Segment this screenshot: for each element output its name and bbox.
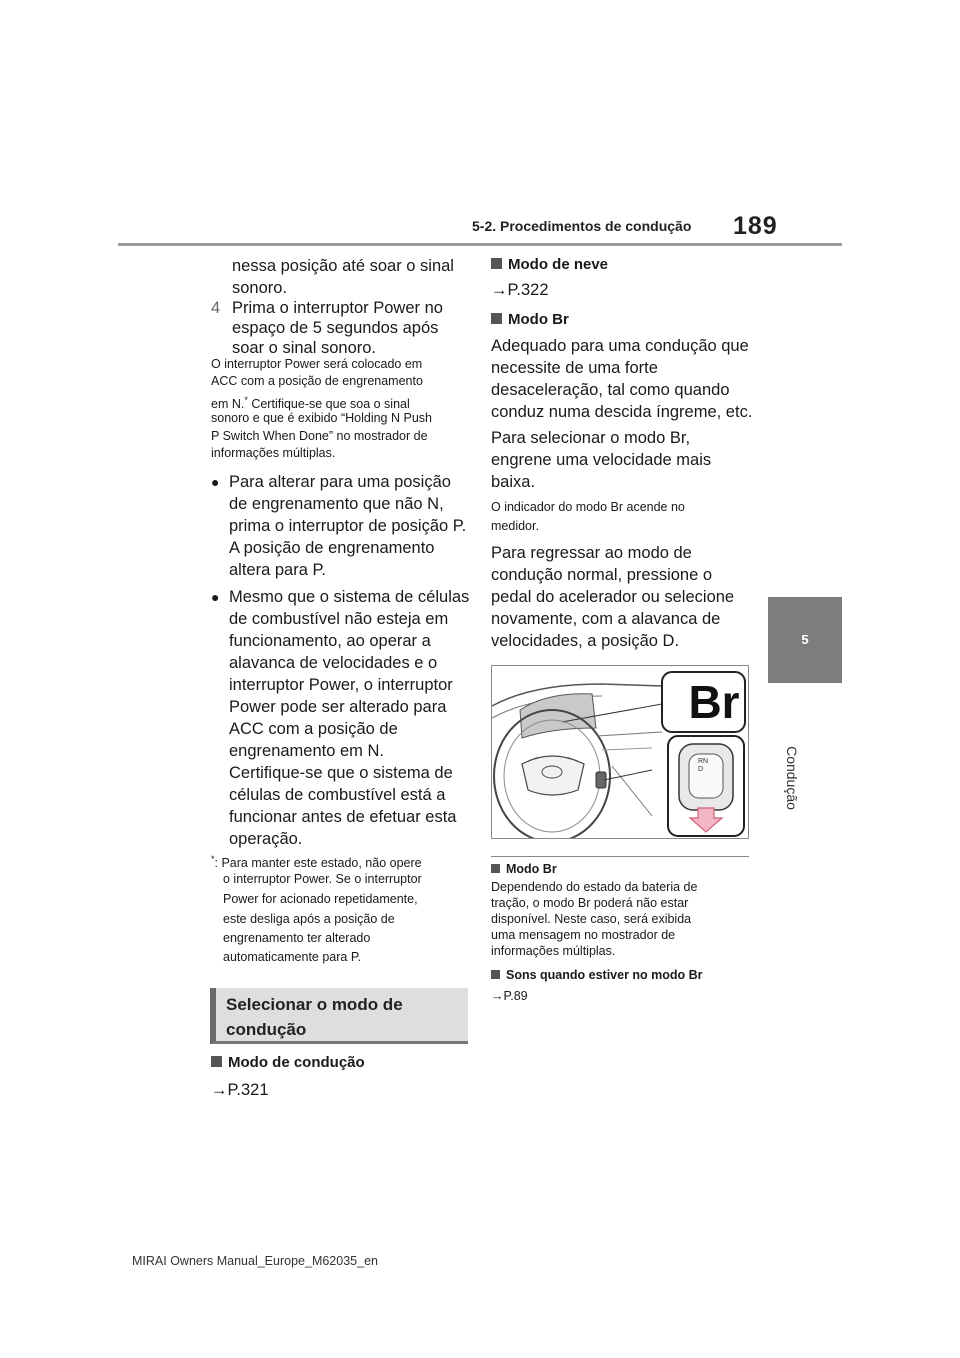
note-text: uma mensagem no mostrador de [491, 928, 676, 942]
note-text: Dependendo do estado da bateria de [491, 880, 698, 894]
arrow-icon: → [211, 1081, 228, 1099]
body-text: desaceleração, tal como quando [491, 381, 730, 399]
bullet-dot-icon: ● [211, 589, 220, 605]
note-text: O indicador do modo Br acende no [491, 500, 685, 514]
bullet-text: Mesmo que o sistema de células [229, 588, 470, 606]
note-text: informações múltiplas. [491, 944, 616, 958]
footer-text: MIRAI Owners Manual_Europe_M62035_en [132, 1254, 378, 1268]
footnote-text: Power for acionado repetidamente, [223, 892, 418, 906]
bullet-text: prima o interruptor de posição P. [229, 517, 467, 535]
subheading-modo-neve: Modo de neve [491, 256, 608, 273]
continued-line: nessa posição até soar o sinal [232, 257, 454, 275]
subheading-modo-conducao: Modo de condução [211, 1054, 365, 1071]
continued-line: sonoro. [232, 279, 288, 297]
gear-letters: RND [698, 758, 709, 773]
bullet-text: Certifique-se que o sistema de [229, 764, 453, 782]
step-number: 4 [211, 299, 221, 317]
note-text: medidor. [491, 519, 539, 533]
bullet-text: de combustível não esteja em [229, 610, 449, 628]
bullet-text: funcionar antes de efetuar esta [229, 808, 457, 826]
figure-divider [491, 856, 749, 857]
note-heading-sons: Sons quando estiver no modo Br [491, 968, 703, 982]
bullet-text: altera para P. [229, 561, 326, 579]
bullet-text: A posição de engrenamento [229, 539, 435, 557]
footnote-text: este desliga após a posição de [223, 912, 395, 926]
bullet-text: células de combustível está a [229, 786, 446, 804]
note-text: O interruptor Power será colocado em [211, 357, 423, 371]
footnote-text: automaticamente para P. [223, 950, 362, 964]
note-text: ACC com a posição de engrenamento [211, 374, 423, 388]
bullet-text: Para alterar para uma posição [229, 473, 451, 491]
page-reference[interactable]: →P.89 [491, 989, 528, 1003]
square-bullet-icon [491, 970, 500, 979]
bullet-text: de engrenamento que não N, [229, 495, 444, 513]
body-text: conduz numa descida íngreme, etc. [491, 403, 753, 421]
step-text: soar o sinal sonoro. [232, 339, 376, 357]
select-mode-heading: Selecionar o modo de condução [210, 988, 468, 1044]
body-text: Para regressar ao modo de [491, 544, 692, 562]
note-text: disponível. Neste caso, será exibida [491, 912, 692, 926]
body-text: condução normal, pressione o [491, 566, 713, 584]
square-bullet-icon [491, 258, 502, 269]
bullet-text: ACC com a posição de [229, 720, 398, 738]
body-text: necessite de uma forte [491, 359, 658, 377]
page-reference[interactable]: →P.322 [491, 281, 549, 299]
bullet-text: alavanca de velocidades e o [229, 654, 438, 672]
arrow-icon: → [491, 281, 508, 299]
bullet-text: interruptor Power, o interruptor [229, 676, 453, 694]
body-text: Para selecionar o modo Br, [491, 429, 691, 447]
note-heading-modo-br: Modo Br [491, 862, 557, 876]
arrow-icon: → [491, 989, 504, 1003]
header-rule [118, 243, 842, 246]
section-title: 5-2. Procedimentos de condução [472, 218, 692, 234]
page-reference[interactable]: →P.321 [211, 1081, 269, 1099]
square-bullet-icon [491, 864, 500, 873]
body-text: Adequado para uma condução que [491, 337, 749, 355]
footnote-text: o interruptor Power. Se o interruptor [223, 872, 422, 886]
footnote-marker: * [244, 395, 248, 405]
note-text: tração, o modo Br poderá não estar [491, 896, 689, 910]
note-text: P Switch When Done” no mostrador de [211, 429, 428, 443]
note-text: em N.* Certifique-se que soa o sinal [211, 395, 410, 412]
square-bullet-icon [491, 313, 502, 324]
body-text: baixa. [491, 473, 536, 491]
footnote-text: *: Para manter este estado, não opere [211, 854, 422, 871]
body-text: velocidades, a posição D. [491, 632, 680, 650]
page-number: 189 [733, 212, 778, 240]
bullet-text: Power pode ser alterado para [229, 698, 447, 716]
footnote-text: engrenamento ter alterado [223, 931, 371, 945]
body-text: novamente, com a alavanca de [491, 610, 721, 628]
chapter-tab: 5 [768, 597, 842, 683]
bullet-text: operação. [229, 830, 303, 848]
chapter-label: Condução [784, 746, 800, 810]
body-text: engrene uma velocidade mais [491, 451, 712, 469]
bullet-dot-icon: ● [211, 474, 220, 490]
note-text: informações múltiplas. [211, 446, 336, 460]
br-mode-illustration [491, 665, 749, 839]
step-text: Prima o interruptor Power no [232, 299, 443, 317]
note-text: sonoro e que é exibido “Holding N Push [211, 411, 432, 425]
square-bullet-icon [211, 1056, 222, 1067]
footnote-marker: * [211, 854, 215, 864]
bullet-text: engrenamento em N. [229, 742, 385, 760]
body-text: pedal do acelerador ou selecione [491, 588, 735, 606]
step-text: espaço de 5 segundos após [232, 319, 439, 337]
bullet-text: funcionamento, ao operar a [229, 632, 431, 650]
br-indicator-label: Br [688, 676, 740, 728]
subheading-modo-br: Modo Br [491, 311, 569, 328]
